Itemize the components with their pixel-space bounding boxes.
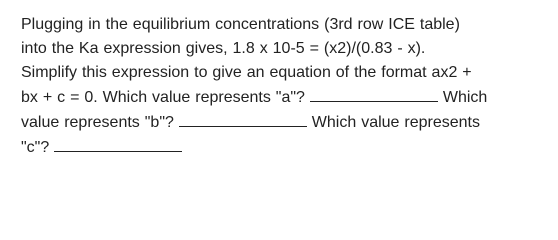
question-line-5: value represents "b"? <box>21 114 174 131</box>
question-line-1: Plugging in the equilibrium concentrations (3rd row ICE table) <box>21 16 460 33</box>
question-line-2: into the Ka expression gives, 1.8 x 10-5 = (x2)/(0.83 - x). <box>21 40 426 57</box>
question-line-6: "c"? <box>21 139 50 156</box>
question-line-4-tail: Which <box>442 89 488 106</box>
answer-blank-c[interactable] <box>54 135 182 152</box>
answer-blank-a[interactable] <box>310 85 438 102</box>
question-line-4: bx + c = 0. Which value represents "a"? <box>21 89 305 106</box>
question-text <box>21 13 541 160</box>
question-line-5-tail: Which value represents <box>311 114 480 131</box>
question-line-3: Simplify this expression to give an equation of the format ax2 + <box>21 64 472 81</box>
answer-blank-b[interactable] <box>179 110 307 127</box>
